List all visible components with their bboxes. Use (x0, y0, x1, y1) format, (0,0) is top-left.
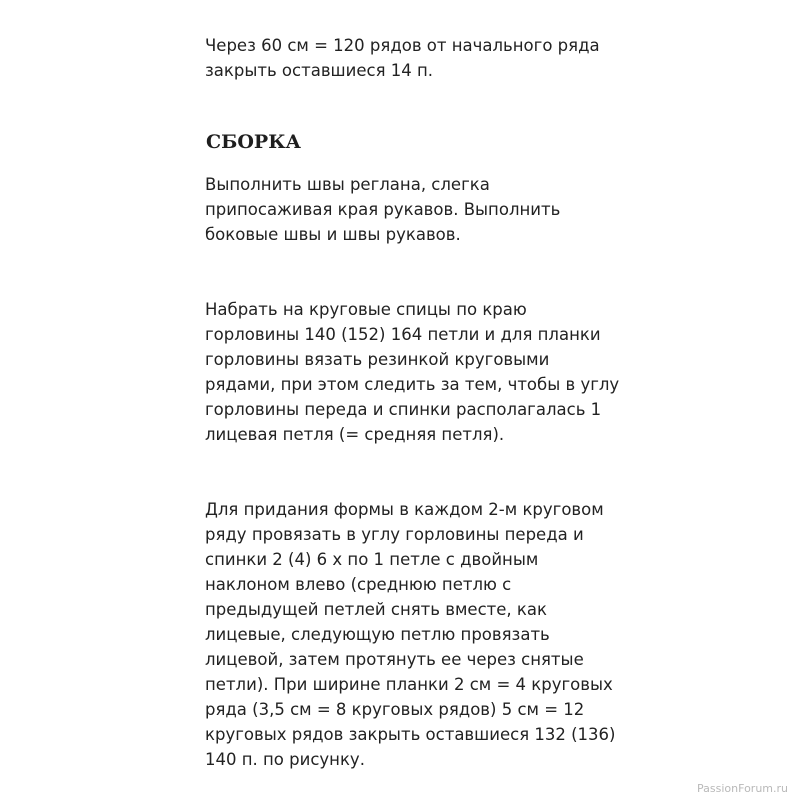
text-line: круговых рядов закрыть оставшиеся 132 (136) (205, 725, 616, 744)
text-line: горловины 140 (152) 164 петли и для планки (205, 325, 601, 344)
text-line: петли). При ширине планки 2 см = 4 круговых (205, 675, 613, 694)
paragraph-neckline-band (205, 297, 635, 447)
text-line: боковые швы и швы рукавов. (205, 225, 461, 244)
text-line: закрыть оставшиеся 14 п. (205, 61, 434, 80)
text-line: Для придания формы в каждом 2-м круговом (205, 500, 604, 519)
text-line: лицевая петля (= средняя петля). (205, 425, 505, 444)
text-line: наклоном влево (среднюю петлю с (205, 575, 512, 594)
text-line: 140 п. по рисунку. (205, 750, 365, 769)
text-line: предыдущей петлей снять вместе, как (205, 600, 547, 619)
text-line: Набрать на круговые спицы по краю (205, 300, 527, 319)
paragraph-seams (205, 172, 635, 247)
text-line: лицевой, затем протянуть ее через снятые (205, 650, 584, 669)
text-line: припосаживая края рукавов. Выполнить (205, 200, 561, 219)
section-heading-assembly: СБОРКА (206, 131, 301, 153)
watermark: PassionForum.ru (697, 782, 788, 795)
text-line: спинки 2 (4) 6 х по 1 петле с двойным (205, 550, 539, 569)
text-line: Через 60 см = 120 рядов от начального ряда (205, 36, 600, 55)
text-line: горловины переда и спинки располагалась 1 (205, 400, 602, 419)
text-line: лицевые, следующую петлю провязать (205, 625, 550, 644)
text-line: ряду провязать в углу горловины переда и (205, 525, 584, 544)
text-line: горловины вязать резинкой круговыми (205, 350, 550, 369)
text-line: рядами, при этом следить за тем, чтобы в углу (205, 375, 620, 394)
text-line: ряда (3,5 см = 8 круговых рядов) 5 см = 12 (205, 700, 585, 719)
paragraph-shaping (205, 497, 635, 772)
text-line: Выполнить швы реглана, слегка (205, 175, 490, 194)
paragraph-closing-stitches (205, 33, 635, 83)
